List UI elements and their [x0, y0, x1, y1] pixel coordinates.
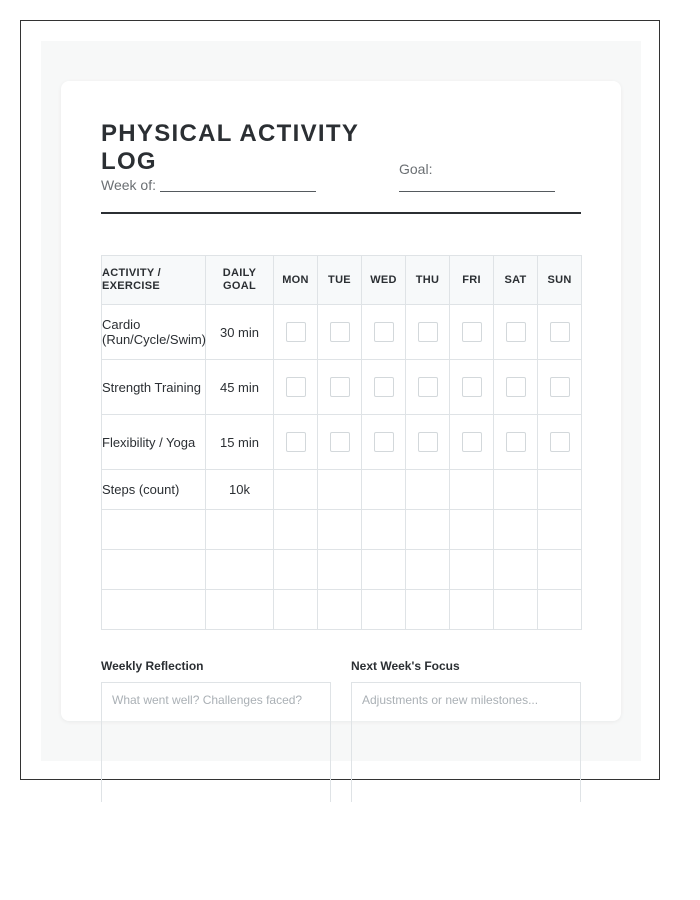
- table-row: [102, 305, 582, 360]
- empty-table-row: [102, 590, 582, 630]
- empty-cell[interactable]: [494, 550, 538, 590]
- daily-goal-value: 30 min: [206, 305, 274, 360]
- empty-cell[interactable]: [318, 590, 362, 630]
- day-cell-fri: [450, 305, 494, 360]
- checkbox-mon[interactable]: [286, 322, 306, 342]
- weekly-reflection-input[interactable]: [101, 682, 331, 802]
- empty-cell[interactable]: [538, 550, 582, 590]
- checkbox-wed[interactable]: [374, 432, 394, 452]
- checkbox-tue[interactable]: [330, 432, 350, 452]
- daily-goal-value: 45 min: [206, 360, 274, 415]
- empty-cell[interactable]: [406, 510, 450, 550]
- checkbox-sat[interactable]: [506, 432, 526, 452]
- column-header-activity: ACTIVITY / EXERCISE: [102, 256, 206, 305]
- goal-label: Goal:: [399, 161, 433, 177]
- week-of-label: Week of:: [101, 177, 156, 193]
- checkbox-sat[interactable]: [506, 322, 526, 342]
- day-cell-thu: [406, 415, 450, 470]
- column-header-sun: SUN: [538, 256, 582, 305]
- day-cell-mon[interactable]: [274, 470, 318, 510]
- checkbox-sat[interactable]: [506, 377, 526, 397]
- checkbox-wed[interactable]: [374, 377, 394, 397]
- checkbox-fri[interactable]: [462, 377, 482, 397]
- day-cell-sun: [538, 415, 582, 470]
- empty-cell[interactable]: [450, 550, 494, 590]
- day-cell-mon: [274, 360, 318, 415]
- day-cell-tue: [318, 415, 362, 470]
- next-week-focus-input[interactable]: [351, 682, 581, 802]
- empty-cell[interactable]: [538, 590, 582, 630]
- day-cell-sat: [494, 305, 538, 360]
- day-cell-wed: [362, 415, 406, 470]
- checkbox-fri[interactable]: [462, 322, 482, 342]
- empty-cell[interactable]: [206, 550, 274, 590]
- activity-name: Flexibility / Yoga: [102, 415, 206, 470]
- day-cell-sun: [538, 305, 582, 360]
- empty-table-row: [102, 550, 582, 590]
- empty-cell[interactable]: [274, 510, 318, 550]
- empty-cell[interactable]: [318, 510, 362, 550]
- checkbox-sun[interactable]: [550, 322, 570, 342]
- checkbox-mon[interactable]: [286, 432, 306, 452]
- column-header-mon: MON: [274, 256, 318, 305]
- empty-cell[interactable]: [274, 590, 318, 630]
- week-of-field[interactable]: [160, 191, 316, 192]
- checkbox-thu[interactable]: [418, 377, 438, 397]
- goal-field[interactable]: [399, 191, 555, 192]
- checkbox-sun[interactable]: [550, 377, 570, 397]
- daily-goal-value: 15 min: [206, 415, 274, 470]
- empty-cell[interactable]: [362, 550, 406, 590]
- empty-cell[interactable]: [274, 550, 318, 590]
- empty-cell[interactable]: [102, 590, 206, 630]
- empty-cell[interactable]: [206, 510, 274, 550]
- column-header-daily-goal: DAILY GOAL: [206, 256, 274, 305]
- table-row: [102, 415, 582, 470]
- empty-cell[interactable]: [362, 590, 406, 630]
- day-cell-sun: [538, 360, 582, 415]
- page-title: PHYSICAL ACTIVITY LOG: [101, 120, 359, 175]
- day-cell-wed[interactable]: [362, 470, 406, 510]
- empty-cell[interactable]: [494, 590, 538, 630]
- checkbox-thu[interactable]: [418, 432, 438, 452]
- day-cell-sat: [494, 415, 538, 470]
- checkbox-sun[interactable]: [550, 432, 570, 452]
- empty-cell[interactable]: [362, 510, 406, 550]
- day-cell-thu: [406, 360, 450, 415]
- day-cell-tue: [318, 305, 362, 360]
- column-header-tue: TUE: [318, 256, 362, 305]
- activity-name: Strength Training: [102, 360, 206, 415]
- checkbox-tue[interactable]: [330, 377, 350, 397]
- day-cell-tue[interactable]: [318, 470, 362, 510]
- empty-cell[interactable]: [318, 550, 362, 590]
- empty-cell[interactable]: [102, 510, 206, 550]
- header-divider: [101, 212, 581, 214]
- checkbox-tue[interactable]: [330, 322, 350, 342]
- day-cell-thu: [406, 305, 450, 360]
- activity-name: Steps (count): [102, 470, 206, 510]
- table-row: [102, 360, 582, 415]
- empty-cell[interactable]: [538, 510, 582, 550]
- activity-table: [101, 255, 582, 630]
- checkbox-fri[interactable]: [462, 432, 482, 452]
- table-header-row: [102, 256, 582, 305]
- column-header-sat: SAT: [494, 256, 538, 305]
- empty-cell[interactable]: [206, 590, 274, 630]
- empty-cell[interactable]: [406, 550, 450, 590]
- empty-cell[interactable]: [406, 590, 450, 630]
- activity-name: Cardio (Run/Cycle/Swim): [102, 305, 206, 360]
- day-cell-tue: [318, 360, 362, 415]
- day-cell-fri[interactable]: [450, 470, 494, 510]
- day-cell-fri: [450, 415, 494, 470]
- day-cell-sun[interactable]: [538, 470, 582, 510]
- daily-goal-value: 10k: [206, 470, 274, 510]
- day-cell-mon: [274, 305, 318, 360]
- column-header-thu: THU: [406, 256, 450, 305]
- table-row: [102, 470, 582, 510]
- day-cell-sat: [494, 360, 538, 415]
- empty-cell[interactable]: [102, 550, 206, 590]
- weekly-reflection-label: Weekly Reflection: [101, 659, 204, 673]
- day-cell-wed: [362, 305, 406, 360]
- day-cell-sat[interactable]: [494, 470, 538, 510]
- next-week-focus-label: Next Week's Focus: [351, 659, 460, 673]
- day-cell-thu[interactable]: [406, 470, 450, 510]
- checkbox-thu[interactable]: [418, 322, 438, 342]
- checkbox-mon[interactable]: [286, 377, 306, 397]
- day-cell-mon: [274, 415, 318, 470]
- day-cell-wed: [362, 360, 406, 415]
- empty-cell[interactable]: [450, 510, 494, 550]
- column-header-fri: FRI: [450, 256, 494, 305]
- empty-table-row: [102, 510, 582, 550]
- day-cell-fri: [450, 360, 494, 415]
- empty-cell[interactable]: [494, 510, 538, 550]
- empty-cell[interactable]: [450, 590, 494, 630]
- column-header-wed: WED: [362, 256, 406, 305]
- checkbox-wed[interactable]: [374, 322, 394, 342]
